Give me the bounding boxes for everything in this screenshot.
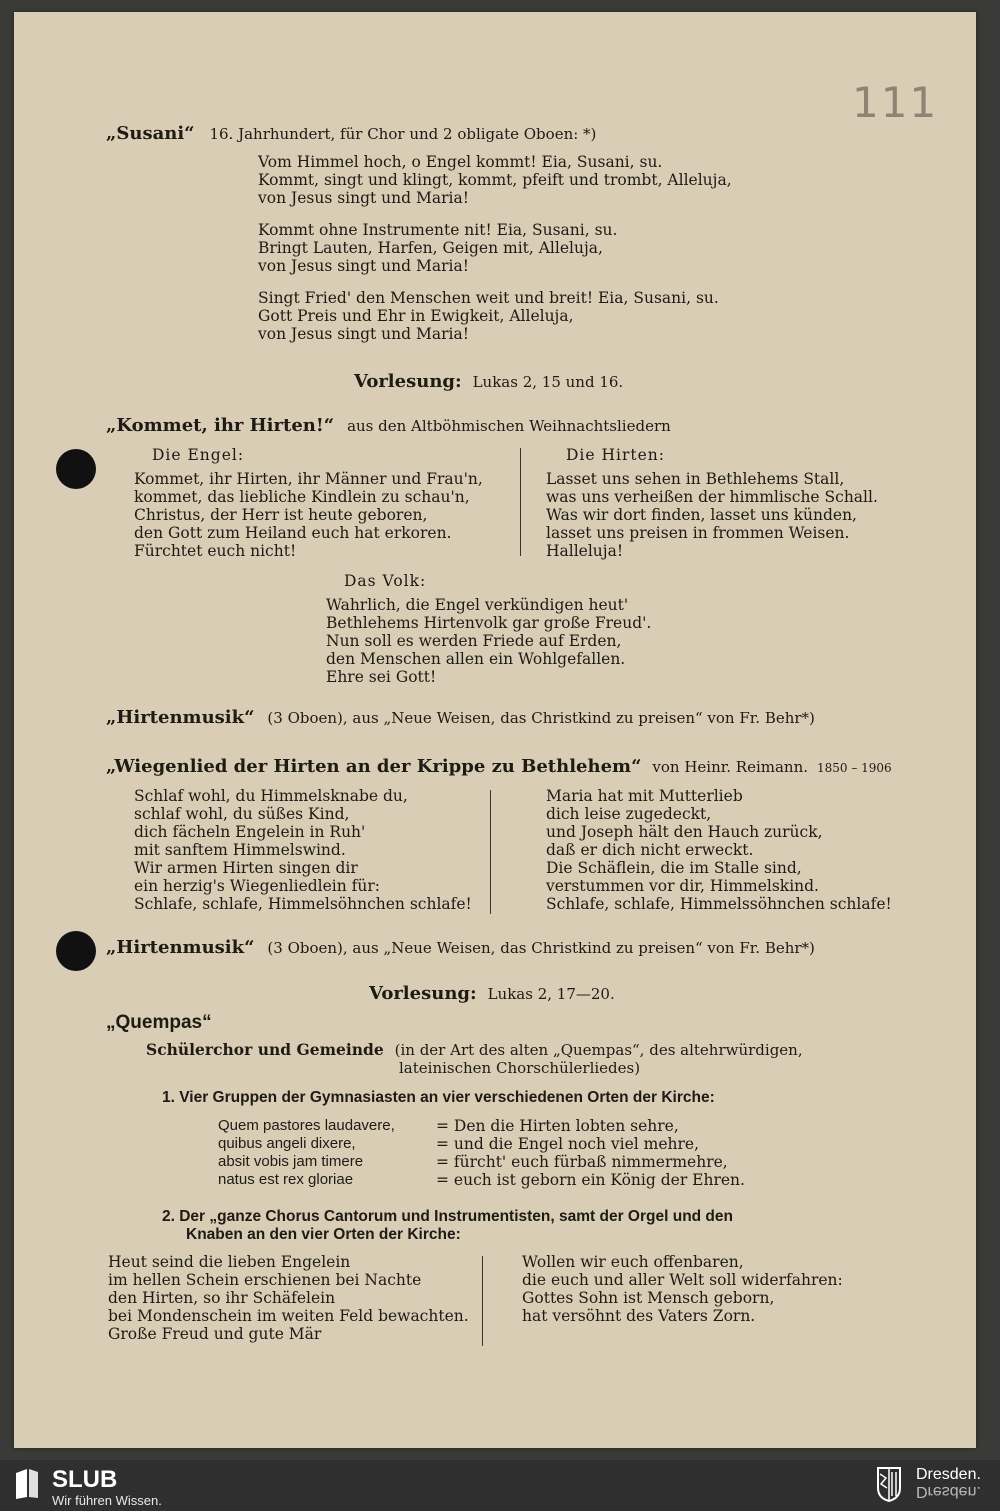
stanza-line: Gott Preis und Ehr in Ewigkeit, Alleluja, <box>258 307 574 325</box>
susani-subtitle: 16. Jahrhundert, für Chor und 2 obligate Oboen: *) <box>209 125 597 143</box>
quempas-latin <box>218 1117 395 1189</box>
slub-name[interactable]: SLUB <box>52 1466 118 1493</box>
column-divider <box>520 448 521 556</box>
wiegenlied-right-verse <box>546 787 892 913</box>
susani-stanza <box>258 153 732 207</box>
program-page <box>14 12 976 1448</box>
stanza-line: von Jesus singt und Maria! <box>258 325 469 343</box>
verse-line: Große Freud und gute Mär <box>108 1325 322 1343</box>
reading-text: Lukas 2, 15 und 16. <box>472 373 624 391</box>
reading-label: Vorlesung: <box>369 983 477 1004</box>
kommet-heading <box>106 417 671 435</box>
quempas-title: „Quempas“ <box>106 1012 212 1033</box>
verse-line: ein herzig's Wiegenliedlein für: <box>134 877 381 895</box>
dresden-crest-icon <box>876 1466 902 1502</box>
german-line: = und die Engel noch viel mehre, <box>436 1135 700 1153</box>
wiegenlied-heading <box>106 758 892 777</box>
verse-line: was uns verheißen der himmlische Schall. <box>546 488 878 506</box>
verse-line: und Joseph hält den Hauch zurück, <box>546 823 823 841</box>
susani-stanza <box>258 221 617 275</box>
wiegenlied-years: 1850 – 1906 <box>816 761 892 775</box>
verse-line: Schlafe, schlafe, Himmelssöhnchen schlafe! <box>546 895 892 913</box>
volk-verse <box>326 596 651 686</box>
quempas-choir-line <box>146 1041 803 1059</box>
wiegenlied-left-verse <box>134 787 472 913</box>
verse-line: Ehre sei Gott! <box>326 668 437 686</box>
verse-line: Wollen wir euch offenbaren, <box>522 1253 744 1271</box>
stanza-line: von Jesus singt und Maria! <box>258 257 469 275</box>
verse-line: kommet, das liebliche Kindlein zu schau'n, <box>134 488 470 506</box>
verse-line: Kommet, ihr Hirten, ihr Männer und Frau'n, <box>134 470 483 488</box>
punch-hole <box>56 449 96 489</box>
hirtenmusik-text: (3 Oboen), aus „Neue Weisen, das Christkind zu preisen“ von Fr. Behr*) <box>267 709 815 727</box>
german-line: = Den die Hirten lobten sehre, <box>436 1117 679 1135</box>
quempas-right-verse <box>522 1253 843 1325</box>
reading-label: Vorlesung: <box>354 371 462 392</box>
dresden-name: Dresden. <box>916 1466 981 1483</box>
verse-line: Christus, der Herr ist heute geboren, <box>134 506 428 524</box>
punch-hole <box>56 931 96 971</box>
hirtenmusik-title: „Hirtenmusik“ <box>106 937 255 958</box>
verse-line: mit sanftem Himmelswind. <box>134 841 346 859</box>
verse-line: dich fächeln Engelein in Ruh' <box>134 823 366 841</box>
dresden-wordmark[interactable] <box>916 1466 981 1500</box>
column-divider <box>482 1256 483 1346</box>
hirten-verse <box>546 470 878 560</box>
latin-line: natus est rex gloriae <box>218 1171 354 1188</box>
hirtenmusik-1 <box>106 709 815 727</box>
verse-line: den Menschen allen ein Wohlgefallen. <box>326 650 626 668</box>
stanza-line: Vom Himmel hoch, o Engel kommt! Eia, Susani, su. <box>258 153 663 171</box>
engel-label: Die Engel: <box>152 446 245 464</box>
point-2-line: Knaben an den vier Orten der Kirche: <box>186 1226 461 1243</box>
reading-text: Lukas 2, 17—20. <box>487 985 615 1003</box>
quempas-desc-2: lateinischen Chorschülerliedes) <box>399 1059 641 1077</box>
hirtenmusik-2 <box>106 939 815 957</box>
verse-line: die euch und aller Welt soll widerfahren: <box>522 1271 843 1289</box>
kommet-subtitle: aus den Altböhmischen Weihnachtsliedern <box>347 417 671 435</box>
verse-line: Halleluja! <box>546 542 624 560</box>
kommet-title: „Kommet, ihr Hirten!“ <box>106 415 335 436</box>
quempas-point-2 <box>162 1208 733 1244</box>
verse-line: Wahrlich, die Engel verkündigen heut' <box>326 596 629 614</box>
latin-line: Quem pastores laudavere, <box>218 1117 395 1134</box>
footer-bar <box>0 1460 1000 1511</box>
stanza-line: Singt Fried' den Menschen weit und breit! Eia, Susani, su. <box>258 289 719 307</box>
verse-line: verstummen vor dir, Himmelskind. <box>546 877 819 895</box>
latin-line: absit vobis jam timere <box>218 1153 364 1170</box>
verse-line: Schlafe, schlafe, Himmelsöhnchen schlafe! <box>134 895 472 913</box>
stanza-line: von Jesus singt und Maria! <box>258 189 469 207</box>
german-line: = euch ist geborn ein König der Ehren. <box>436 1171 745 1189</box>
verse-line: Maria hat mit Mutterlieb <box>546 787 743 805</box>
latin-line: quibus angeli dixere, <box>218 1135 356 1152</box>
verse-line: hat versöhnt des Vaters Zorn. <box>522 1307 756 1325</box>
german-line: = fürcht' euch fürbaß nimmermehre, <box>436 1153 728 1171</box>
hirten-label: Die Hirten: <box>566 446 665 464</box>
verse-line: Fürchtet euch nicht! <box>134 542 297 560</box>
reading-1 <box>354 373 623 391</box>
engel-verse <box>134 470 483 560</box>
verse-line: dich leise zugedeckt, <box>546 805 712 823</box>
stanza-line: Kommt, singt und klingt, kommt, pfeift und trombt, Alleluja, <box>258 171 732 189</box>
verse-line: Schlaf wohl, du Himmelsknabe du, <box>134 787 408 805</box>
column-divider <box>490 790 491 914</box>
verse-line: Nun soll es werden Friede auf Erden, <box>326 632 622 650</box>
slub-tagline: Wir führen Wissen. <box>52 1493 162 1508</box>
susani-heading <box>106 125 596 143</box>
page-number: 111 <box>852 78 939 127</box>
verse-line: schlaf wohl, du süßes Kind, <box>134 805 350 823</box>
volk-label: Das Volk: <box>344 572 427 590</box>
verse-line: Heut seind die lieben Engelein <box>108 1253 351 1271</box>
quempas-left-verse <box>108 1253 469 1343</box>
verse-line: Die Schäflein, die im Stalle sind, <box>546 859 802 877</box>
dresden-name-mirror: Dresden. <box>916 1483 981 1500</box>
quempas-point-1: 1. Vier Gruppen der Gymnasiasten an vier verschiedenen Orten der Kirche: <box>162 1089 715 1106</box>
verse-line: Gottes Sohn ist Mensch geborn, <box>522 1289 775 1307</box>
point-2-line: 2. Der „ganze Chorus Cantorum und Instrumentisten, samt der Orgel und den <box>162 1208 733 1225</box>
verse-line: den Gott zum Heiland euch hat erkoren. <box>134 524 452 542</box>
verse-line: bei Mondenschein im weiten Feld bewachten. <box>108 1307 469 1325</box>
verse-line: den Hirten, so ihr Schäfelein <box>108 1289 336 1307</box>
verse-line: lasset uns preisen in frommen Weisen. <box>546 524 850 542</box>
reading-2 <box>369 985 615 1003</box>
quempas-desc-1: (in der Art des alten „Quempas“, des altehrwürdigen, <box>394 1041 803 1059</box>
verse-line: Lasset uns sehen in Bethlehems Stall, <box>546 470 845 488</box>
stanza-line: Kommt ohne Instrumente nit! Eia, Susani, su. <box>258 221 618 239</box>
verse-line: Bethlehems Hirtenvolk gar große Freud'. <box>326 614 652 632</box>
quempas-choir: Schülerchor und Gemeinde <box>146 1040 384 1059</box>
susani-stanza <box>258 289 719 343</box>
wiegenlied-title: „Wiegenlied der Hirten an der Krippe zu Bethlehem“ <box>106 756 642 777</box>
susani-title: „Susani“ <box>106 123 195 144</box>
hirtenmusik-text: (3 Oboen), aus „Neue Weisen, das Christkind zu preisen“ von Fr. Behr*) <box>267 939 815 957</box>
verse-line: im hellen Schein erschienen bei Nachte <box>108 1271 422 1289</box>
verse-line: daß er dich nicht erweckt. <box>546 841 754 859</box>
verse-line: Was wir dort finden, lasset uns künden, <box>546 506 857 524</box>
wiegenlied-composer: von Heinr. Reimann. <box>652 758 809 776</box>
stanza-line: Bringt Lauten, Harfen, Geigen mit, Alleluja, <box>258 239 603 257</box>
slub-logo-icon[interactable] <box>14 1467 40 1501</box>
quempas-german <box>436 1117 745 1189</box>
hirtenmusik-title: „Hirtenmusik“ <box>106 707 255 728</box>
verse-line: Wir armen Hirten singen dir <box>134 859 358 877</box>
